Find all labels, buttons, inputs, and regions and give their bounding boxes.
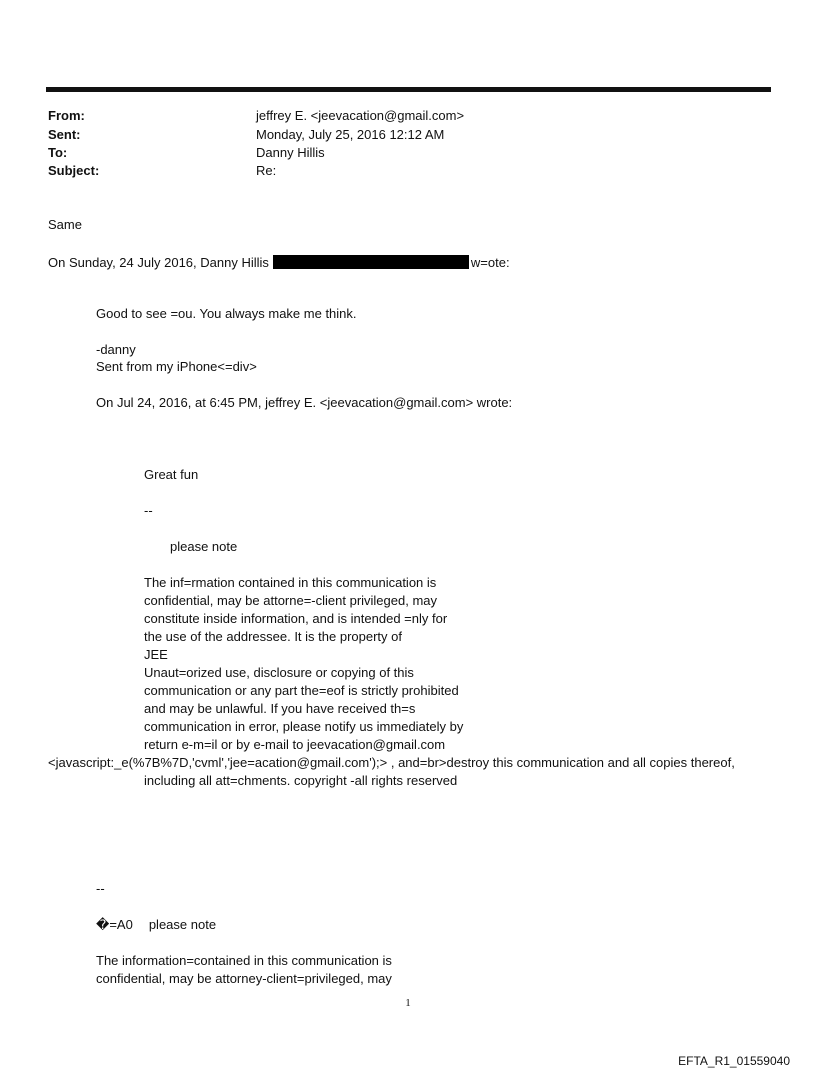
subject-value: Re: — [256, 163, 277, 178]
quote1-intro-text: On Sunday, 24 July 2016, Danny Hillis — [48, 255, 269, 270]
disclaimer-line: communication in error, please notify us immediately by — [144, 719, 464, 734]
header-rule — [46, 87, 771, 92]
disclaimer-line: The information=contained in this communication is — [96, 953, 392, 968]
page-number: 1 — [405, 997, 411, 1009]
quote1-intro-suffix: w=ote: — [470, 255, 510, 270]
disclaimer-line: Unaut=orized use, disclosure or copying of this — [144, 665, 414, 680]
quote1-intro — [48, 254, 510, 272]
quote1-signature-device: Sent from my iPhone<=div> — [96, 359, 257, 374]
note2-line — [96, 916, 216, 934]
disclaimer-line: The inf=rmation contained in this communication is — [144, 575, 437, 590]
document-id: EFTA_R1_01559040 — [678, 1054, 790, 1068]
disclaimer1-wide-line: <javascript:_e(%7B%7D,'cvml','jee=acation@gmail.com');> , and=br>destroy this communication and all copies thereof, — [48, 755, 735, 770]
quote2-line: Great fun — [144, 467, 199, 482]
disclaimer1-last-line: including all att=chments. copyright -all rights reserved — [144, 773, 458, 788]
disclaimer-line: confidential, may be attorney-client=privileged, may — [96, 971, 392, 986]
to-value: Danny Hillis — [256, 145, 325, 160]
disclaimer-line: return e-m=il or by e-mail to jeevacation@gmail.com — [144, 737, 446, 752]
sent-label: Sent: — [48, 127, 81, 142]
redaction-box — [273, 255, 469, 269]
quote2-note-heading: please note — [170, 539, 238, 554]
disclaimer2-block — [96, 952, 392, 988]
quote2-intro: On Jul 24, 2016, at 6:45 PM, jeffrey E. <jeevacation@gmail.com> wrote: — [96, 395, 513, 410]
subject-label: Subject: — [48, 163, 100, 178]
to-label: To: — [48, 145, 68, 160]
disclaimer-line: constitute inside information, and is intended =nly for — [144, 611, 448, 626]
disclaimer-line: communication or any part the=eof is strictly prohibited — [144, 683, 459, 698]
quote2-separator: -- — [144, 503, 153, 518]
from-label: From: — [48, 108, 85, 123]
from-value: jeffrey E. <jeevacation@gmail.com> — [256, 108, 465, 123]
note2-heading: please note — [148, 917, 217, 932]
disclaimer-line: and may be unlawful. If you have received th=s — [144, 701, 416, 716]
note2-prefix: �=A0 — [96, 917, 133, 932]
disclaimer-line: JEE — [144, 647, 168, 662]
disclaimer-line: confidential, may be attorne=-client privileged, may — [144, 593, 438, 608]
quote1-signature-name: -danny — [96, 342, 136, 357]
disclaimer1-block — [144, 574, 463, 754]
disclaimer-line: the use of the addressee. It is the property of — [144, 629, 402, 644]
quote1-line: Good to see =ou. You always make me think. — [96, 306, 357, 321]
reply-text: Same — [48, 217, 82, 232]
separator-2: -- — [96, 881, 105, 896]
sent-value: Monday, July 25, 2016 12:12 AM — [256, 127, 445, 142]
